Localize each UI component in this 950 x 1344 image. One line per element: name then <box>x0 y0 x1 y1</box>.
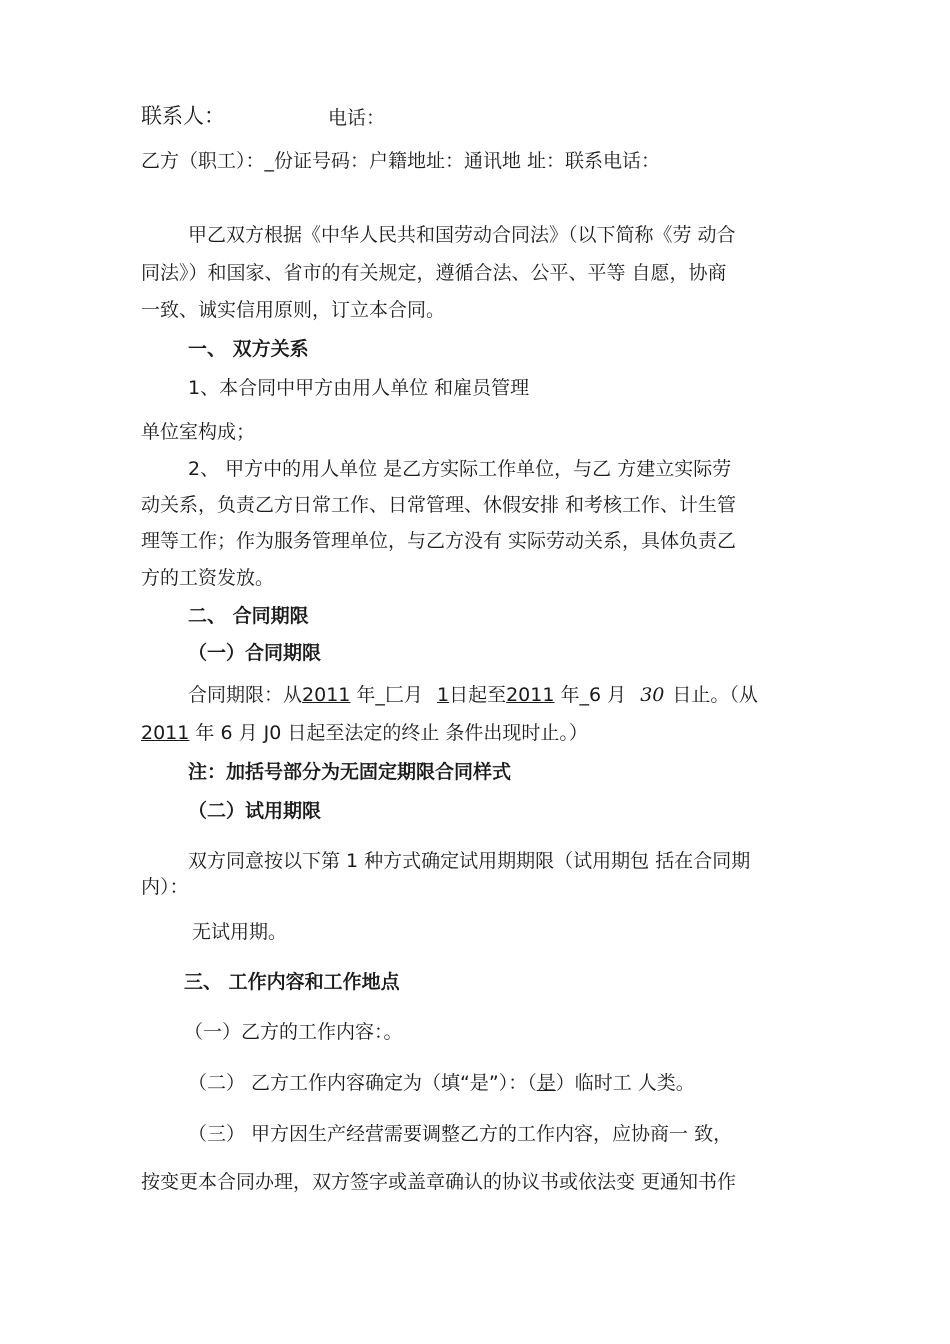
section-1-item-2-line-1: 2、 甲方中的用人单位 是乙方实际工作单位，与乙 方建立实际劳 <box>188 458 732 480</box>
probation-line-2: 内）： <box>141 876 189 898</box>
probation-value: 无试用期。 <box>192 921 288 943</box>
contact-label: 联系人： <box>141 104 225 128</box>
item-2-suffix: ）临时工 人类。 <box>555 1072 695 1094</box>
term-end-day: 30 <box>640 684 665 706</box>
section-3-item-3-line-2: 按变更本合同办理，双方签字或盖章确认的协议书或依法变 更通知书作 <box>141 1171 737 1193</box>
term-start-day: 1 <box>436 684 450 706</box>
section-3-item-2 <box>188 1071 695 1095</box>
section-2-title: 二、 合同期限 <box>188 605 309 627</box>
term-text-4: 日止。（从 <box>672 684 758 706</box>
contract-term-line-1 <box>188 683 758 707</box>
term-prefix: 合同期限：从 <box>188 684 303 706</box>
term-text-2: 日起至 <box>449 684 507 706</box>
preamble-line-1: 甲乙双方根据《中华人民共和国劳动合同法》（以下简称《劳 动合 <box>188 224 736 246</box>
probation-line-1: 双方同意按以下第 1 种方式确定试用期期限（试用期包 括在合同期 <box>188 850 751 872</box>
section-3-item-1: （一）乙方的工作内容：。 <box>184 1021 403 1043</box>
section-1-item-2-line-3: 理等工作；作为服务管理单位，与乙方没有 实际劳动关系，具体负责乙 <box>141 530 737 552</box>
section-1-item-2-line-2: 动关系，负责乙方日常工作、日常管理、休假安排 和考核工作、计生管 <box>141 494 737 516</box>
section-1-item-1: 1、本合同中甲方由用人单位 和雇员管理 <box>188 377 530 399</box>
preamble-line-2: 同法》）和国家、省市的有关规定，遵循合法、公平、平等 自愿，协商 <box>141 262 727 284</box>
phone-label: 电话： <box>328 107 386 129</box>
section-3-title: 三、 工作内容和工作地点 <box>184 971 400 993</box>
contract-term-line-2 <box>141 721 588 745</box>
term-end-year: 2011 <box>506 684 555 706</box>
section-1-title: 一、 双方关系 <box>188 338 309 360</box>
term-text-3: 年_6 月 <box>560 684 627 706</box>
section-2-sub-2-title: （二）试用期限 <box>188 800 322 822</box>
party-b-line: 乙方（职工）：_份证号码：户籍地址：通讯地 址：联系电话： <box>141 150 661 172</box>
item-2-yes-value: 是 <box>536 1072 556 1094</box>
term-text-1: 年_匚月 <box>356 684 423 706</box>
section-2-sub-1-title: （一）合同期限 <box>188 642 322 664</box>
term-text-5: 年 6 月 J0 日起至法定的终止 条件出现时止。） <box>195 722 588 744</box>
section-3-item-3-line-1: （三） 甲方因生产经营需要调整乙方的工作内容，应协商一 致， <box>188 1123 733 1145</box>
section-1-item-2-line-4: 方的工资发放。 <box>141 567 275 589</box>
term-open-year: 2011 <box>141 722 190 744</box>
open-term-note: 注：加括号部分为无固定期限合同样式 <box>188 761 512 783</box>
term-start-year: 2011 <box>302 684 351 706</box>
section-1-item-1-cont: 单位室构成； <box>141 421 256 443</box>
item-2-prefix: （二） 乙方工作内容确定为（填“是”）：（ <box>188 1072 537 1094</box>
preamble-line-3: 一致、诚实信用原则，订立本合同。 <box>141 299 446 321</box>
